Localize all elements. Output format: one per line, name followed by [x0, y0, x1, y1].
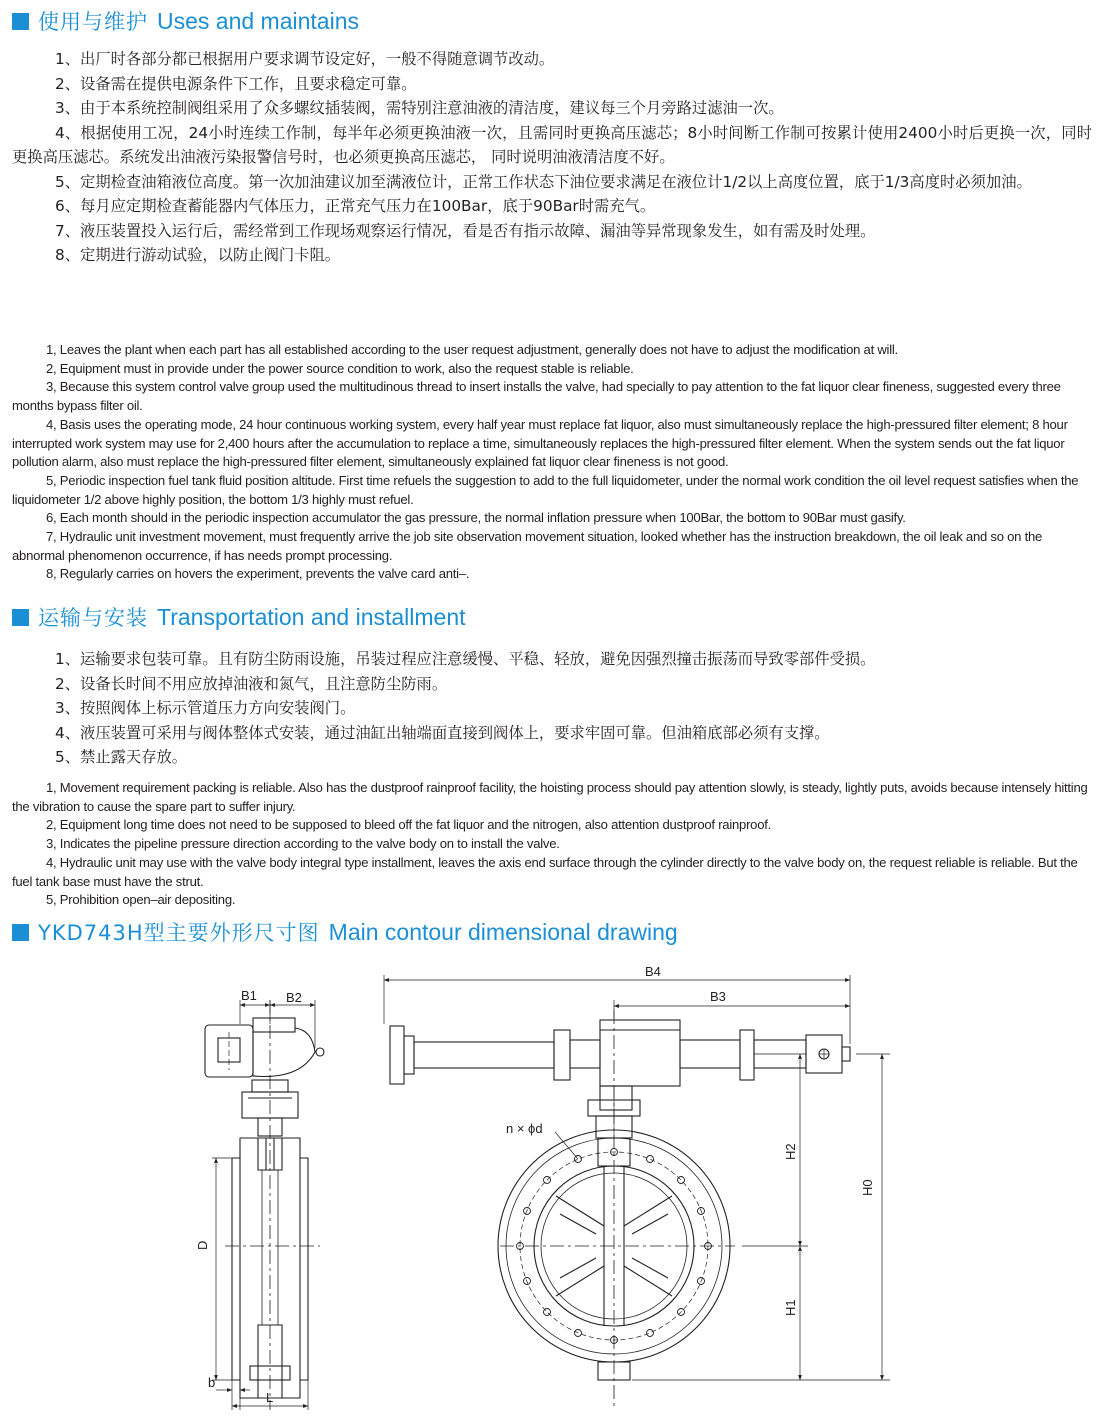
front-view [384, 975, 890, 1410]
section-title-cn: YKD743H型主要外形尺寸图 [38, 921, 320, 945]
list-item: 8、定期进行游动试验，以防止阀门卡阻。 [55, 246, 341, 264]
dim-label-h2: H2 [783, 1143, 798, 1160]
list-item: 6、每月应定期检查蓄能器内气体压力，正常充气压力在100Bar，底于90Bar时需充气。 [55, 197, 656, 215]
list-item: 5, Prohibition open–air depositing. [46, 892, 236, 908]
list-item: 1、出厂时各部分都已根据用户要求调节设定好，一般不得随意调节改动。 [55, 50, 555, 68]
transport-list-cn [12, 647, 1092, 770]
section-bullet-square [12, 924, 29, 941]
list-item: 1, Leaves the plant when each part has all established according to the user request adjustment, generally does not have to adjust the modification at will. [46, 342, 898, 357]
list-item: 3, Because this system control valve group used the multitudinous thread to insert installs the valve, had specially to pay attention to the fat liquor clear fineness, suggested every three months bypass filter oil. [12, 379, 1061, 414]
uses-list-cn [12, 47, 1092, 268]
section-title-cn: 使用与维护 [38, 10, 148, 34]
side-view [205, 1000, 324, 1410]
section-bullet-square [12, 609, 29, 626]
list-item: 5、定期检查油箱液位高度。第一次加油建议加至满液位计，正常工作状态下油位要求满足在液位计1/2以上高度位置，底于1/3高度时必须加油。 [55, 172, 1032, 191]
section-title-en: Uses and maintains [157, 7, 359, 34]
section-header-transport [12, 602, 466, 632]
list-item: 3、由于本系统控制阀组采用了众多螺纹插装阀，需特别注意油液的清洁度，建议每三个月旁路过滤油一次。 [55, 99, 784, 117]
dim-label-b1: B1 [241, 988, 257, 1003]
list-item: 4, Basis uses the operating mode, 24 hour continuous working system, every half year must replace fat liquor, also must simultaneously replace the high-pressured filter element; 8 hour interrupted work system may use for 2,400 hours after the accumulation to replace a time, simultaneously replaces the high-pressured filter element. When the system sends out the fat liquor pollution alarm, also must replace the high-pressured filter element, simultaneously explained fat liquor clear fineness is not good. [12, 416, 1068, 470]
list-item: 5、禁止露天存放。 [55, 748, 188, 766]
dim-label-h1: H1 [783, 1299, 798, 1316]
list-item: 1、运输要求包装可靠。且有防尘防雨设施，吊装过程应注意缓慢、平稳、轻放，避免因强烈撞击振荡而导致零部件受损。 [55, 650, 876, 668]
section-bullet-square [12, 13, 29, 30]
list-item: 2, Equipment long time does not need to be supposed to bleed off the fat liquor and the nitrogen, also attention dustproof rainproof. [46, 817, 772, 833]
list-item: 2, Equipment must in provide under the power source condition to work, also the request stable is reliable. [46, 360, 634, 376]
dim-label-b: b [208, 1375, 216, 1390]
list-item: 7、液压装置投入运行后，需经常到工作现场观察运行情况，看是否有指示故障、漏油等异常现象发生，如有需及时处理。 [55, 221, 876, 240]
list-item: 3、按照阀体上标示管道压力方向安装阀门。 [55, 699, 356, 717]
dim-label-l: L [266, 1390, 274, 1405]
list-item: 3, Indicates the pipeline pressure direction according to the valve body on to install the valve. [46, 836, 560, 852]
dimensional-drawing [190, 955, 1090, 1415]
section-header-uses [12, 6, 359, 36]
section-header-drawing [12, 917, 678, 947]
list-item: 4、根据使用工况，24小时连续工作制，每半年必须更换油液一次，且需同时更换高压滤芯；8小时间断工作制可按累计使用2400小时后更换一次，同时更换高压滤芯。系统发出油液污染报警信号时，也必须更换高压滤芯， 同时说明油液清洁度不好。 [12, 123, 1092, 166]
dim-label-b2: B2 [286, 990, 302, 1005]
section-title-en: Transportation and installment [157, 603, 466, 630]
list-item: 4, Hydraulic unit may use with the valve body integral type installment, leaves the axis end surface through the cylinder directly to the valve body on, the request reliable is reliable. But the fuel tank base must have the strut. [12, 854, 1078, 889]
list-item: 7, Hydraulic unit investment movement, must frequently arrive the job site observation movement situation, looked whether has the instruction breakdown, the oil leak and so on the abnormal phenomenon occurrence, if has needs prompt processing. [12, 529, 1043, 563]
list-item: 4、液压装置可采用与阀体整体式安装，通过油缸出轴端面直接到阀体上，要求牢固可靠。但油箱底部必须有支撑。 [55, 723, 830, 742]
dim-label-h0: H0 [860, 1179, 875, 1196]
list-item: 2、设备需在提供电源条件下工作，且要求稳定可靠。 [55, 74, 417, 93]
dim-label-holes: n × ϕd [506, 1121, 543, 1136]
list-item: 2、设备长时间不用应放掉油液和氮气，且注意防尘防雨。 [55, 674, 448, 693]
list-item: 6, Each month should in the periodic inspection accumulator the gas pressure, the normal inflation pressure when 100Bar, the bottom to 90Bar must gasify. [46, 510, 906, 526]
section-title-cn: 运输与安装 [38, 606, 148, 630]
list-item: 1, Movement requirement packing is reliable. Also has the dustproof rainproof facility, the hoisting process should pay attention slowly, is steady, lightly puts, avoids because intensely hitting the vibration to cause the spare part to suffer injury. [12, 780, 1088, 814]
dim-label-b4: B4 [645, 964, 661, 979]
dim-label-d: D [195, 1240, 210, 1250]
list-item: 5, Periodic inspection fuel tank fluid position altitude. First time refuels the suggestion to add to the full liquidometer, under the normal work condition the oil level request satisfies when the liquidometer 1/2 above highly position, the bottom 1/3 highly must refuel. [12, 472, 1079, 507]
dim-label-b3: B3 [710, 989, 726, 1004]
list-item: 8, Regularly carries on hovers the experiment, prevents the valve card anti–. [46, 566, 470, 582]
transport-list-en [12, 779, 1088, 910]
uses-list-en [12, 341, 1088, 584]
section-title-en: Main contour dimensional drawing [328, 918, 678, 945]
